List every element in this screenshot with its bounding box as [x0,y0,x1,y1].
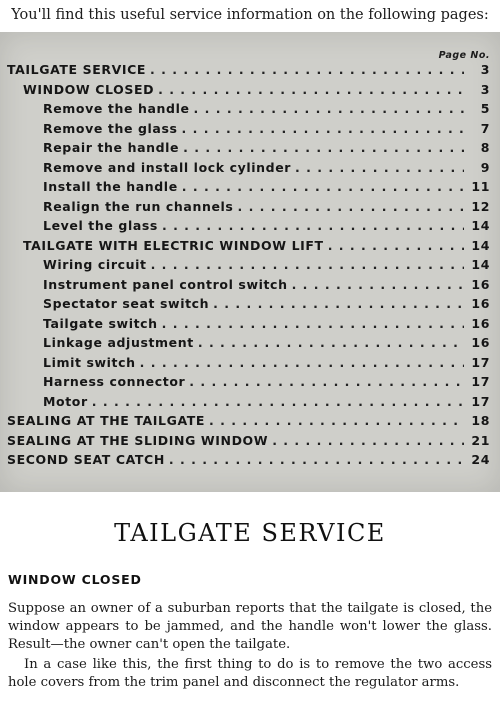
toc-entry-page: 12 [471,198,490,214]
toc-entry-page: 17 [471,374,490,389]
toc-entry-page: 17 [471,354,490,370]
toc-leader-dots [162,218,464,233]
toc-leader-dots [182,121,464,136]
toc-entry [0,238,500,258]
toc-list [0,62,500,472]
toc-entry-label: Tailgate switch [43,315,158,331]
toc-leader-dots [295,160,464,175]
toc-entry-label: Remove the glass [43,120,178,136]
toc-entry [0,316,500,336]
toc-leader-dots [162,316,464,331]
toc-entry-page: 3 [480,62,490,77]
toc-entry-page: 7 [480,120,490,136]
toc-entry-page: 16 [471,276,490,292]
toc-entry-page: 21 [471,432,490,448]
toc-leader-dots [189,374,464,389]
toc-entry-page: 24 [471,452,490,467]
toc-entry-page: 14 [471,237,490,253]
toc-leader-dots [158,82,464,97]
toc-entry-label: Linkage adjustment [43,335,194,350]
toc-leader-dots [194,101,464,116]
toc-entry [0,335,500,355]
toc-leader-dots [169,452,464,467]
toc-leader-dots [182,179,464,194]
toc-entry [0,374,500,394]
toc-entry-page: 3 [480,81,490,97]
toc-leader-dots [209,413,464,428]
toc-entry-page: 18 [471,413,490,428]
paragraph-1: Suppose an owner of a suburban reports that the tailgate is closed, the window appears to be jammed, and the handle won't lower the glass. Result—the owner can't open the tailgate. [8,601,492,652]
toc-entry-page: 9 [480,159,490,175]
toc-entry-label: Instrument panel control switch [43,276,288,292]
toc-entry-label: Remove the handle [43,101,190,116]
toc-leader-dots [140,355,464,370]
toc-entry [0,140,500,160]
toc-entry-label: TAILGATE SERVICE [7,62,147,77]
toc-entry [0,82,500,102]
toc-leader-dots [183,140,464,155]
toc-entry-label: Repair the handle [43,140,180,155]
toc-entry-label: Remove and install lock cylinder [43,159,292,175]
toc-entry [0,277,500,297]
toc-entry-label: Install the handle [43,179,178,194]
toc-leader-dots [151,257,464,272]
toc-entry-label: Motor [43,393,88,409]
section-subtitle: WINDOW CLOSED [8,572,142,587]
toc-entry-label: TAILGATE WITH ELECTRIC WINDOW LIFT [23,237,324,253]
toc-entry [0,179,500,199]
toc-entry-label: Wiring circuit [43,257,147,272]
toc-entry [0,452,500,472]
toc-entry [0,413,500,433]
toc-entry [0,296,500,316]
toc-entry-page: 8 [480,140,490,155]
toc-entry [0,199,500,219]
toc-entry-label: SEALING AT THE SLIDING WINDOW [7,432,269,448]
toc-entry [0,160,500,180]
toc-entry [0,121,500,141]
section-title: TAILGATE SERVICE [114,519,386,547]
paragraph-2: In a case like this, the first thing to do is to remove the two access hole covers from the trim panel and disconnect the regulator arms. [8,657,492,690]
toc-entry-label: Harness connector [43,374,186,389]
toc-entry-label: Level the glass [43,218,158,233]
toc-entry [0,394,500,414]
toc-entry-label: Spectator seat switch [43,296,210,311]
toc-entry-page: 14 [471,257,490,272]
toc-leader-dots [328,238,464,253]
toc-entry [0,62,500,82]
toc-leader-dots [213,296,464,311]
table-of-contents [0,32,500,492]
toc-entry-label: SEALING AT THE TAILGATE [7,413,206,428]
toc-leader-dots [150,62,464,77]
toc-entry [0,218,500,238]
toc-entry-label: SECOND SEAT CATCH [7,452,165,467]
toc-entry [0,101,500,121]
toc-entry-page: 16 [471,335,490,350]
toc-leader-dots [292,277,464,292]
toc-entry-page: 14 [471,218,490,233]
toc-entry-label: Realign the run channels [43,198,234,214]
toc-entry-label: WINDOW CLOSED [23,81,155,97]
toc-leader-dots [92,394,464,409]
toc-entry-page: 11 [471,179,490,194]
toc-entry [0,355,500,375]
intro-text: You'll find this useful service information on the following pages: [11,7,489,23]
toc-entry-page: 16 [471,315,490,331]
toc-leader-dots [237,199,464,214]
toc-entry [0,257,500,277]
page-number-header: Page No. [438,50,490,61]
toc-leader-dots [272,433,464,448]
toc-entry-page: 16 [471,296,490,311]
toc-entry-page: 17 [471,393,490,409]
toc-leader-dots [198,335,464,350]
toc-entry-label: Limit switch [43,354,136,370]
toc-entry [0,433,500,453]
toc-entry-page: 5 [480,101,490,116]
